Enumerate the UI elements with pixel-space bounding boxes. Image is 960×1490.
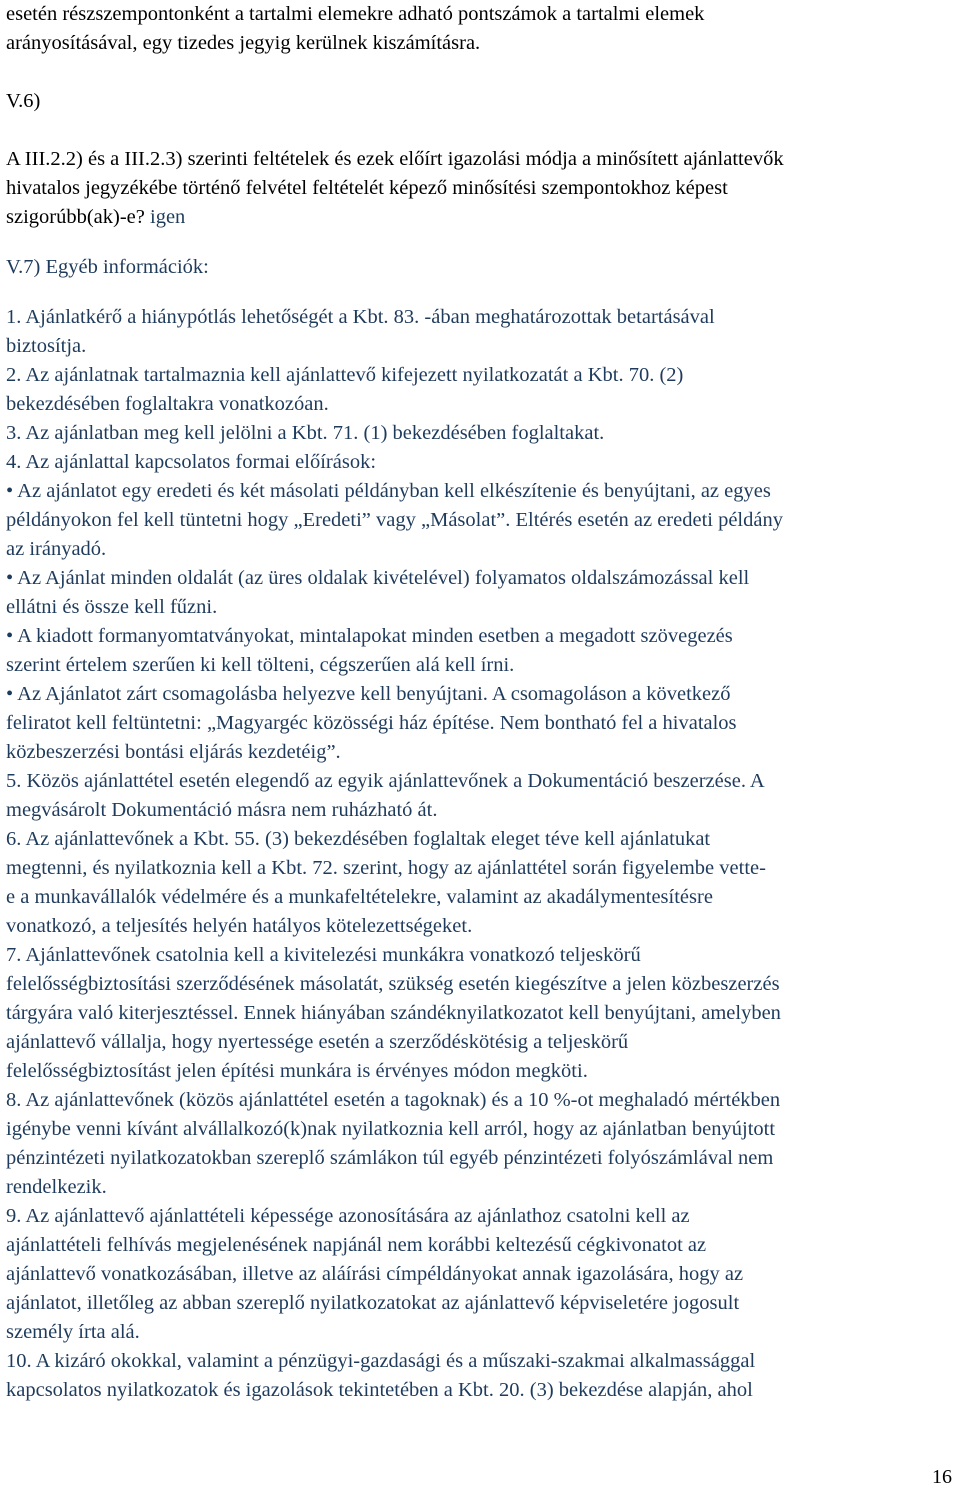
info-line: rendelkezik. — [6, 1176, 107, 1198]
info-line: • Az Ajánlat minden oldalát (az üres oldalak kivételével) folyamatos oldalszámozással kell — [6, 567, 750, 589]
info-line: 2. Az ajánlatnak tartalmaznia kell ajánlattevő kifejezett nyilatkozatát a Kbt. 70. (2) — [6, 364, 684, 386]
info-line: • Az ajánlatot egy eredeti és két másolati példányban kell elkészítenie és benyújtani, az egyes — [6, 480, 771, 502]
text-line — [6, 203, 956, 232]
info-line: megvásárolt Dokumentáció másra nem ruházható át. — [6, 799, 438, 821]
info-line: 5. Közös ajánlattétel esetén elegendő az egyik ajánlattevőnek a Dokumentáció beszerzése. A — [6, 770, 765, 792]
spacer — [6, 282, 956, 303]
info-line: ellátni és össze kell fűzni. — [6, 596, 218, 618]
text-line: hivatalos jegyzékébe történő felvétel feltételét képező minősítési szempontokhoz képest — [6, 177, 728, 199]
spacer — [6, 116, 956, 145]
info-line: feliratot kell feltüntetni: „Magyargéc közösségi ház építése. Nem bontható fel a hivatalos — [6, 712, 737, 734]
info-line: személy írta alá. — [6, 1321, 140, 1343]
info-line: 7. Ajánlattevőnek csatolnia kell a kivitelezési munkákra vonatkozó teljeskörű — [6, 944, 641, 966]
info-line: felelősségbiztosítást jelen építési munkára is érvényes módon megköti. — [6, 1060, 588, 1082]
answer-text: igen — [150, 206, 186, 228]
info-line: 3. Az ajánlatban meg kell jelölni a Kbt. 71. (1) bekezdésében foglaltakat. — [6, 422, 605, 444]
info-line: 4. Az ajánlattal kapcsolatos formai előírások: — [6, 451, 377, 473]
spacer — [6, 232, 956, 253]
section-heading-v6: V.6) — [6, 90, 41, 112]
spacer — [6, 58, 956, 87]
info-line: közbeszerzési bontási eljárás kezdetéig”. — [6, 741, 341, 763]
question-text: szigorúbb(ak)-e? — [6, 206, 151, 228]
info-line: ajánlattevő vállalja, hogy nyertessége esetén a szerződéskötésig a teljeskörű — [6, 1031, 629, 1053]
info-line: biztosítja. — [6, 335, 87, 357]
info-line: ajánlatot, illetőleg az abban szereplő nyilatkozatokat az ajánlattevő képviseletére jogosult — [6, 1292, 740, 1314]
section-heading-v7: V.7) Egyéb információk: — [6, 256, 209, 278]
text-line: A III.2.2) és a III.2.3) szerinti feltételek és ezek előírt igazolási módja a minősített ajánlattevők — [6, 148, 784, 170]
info-line: igénybe venni kívánt alvállalkozó(k)nak nyilatkoznia kell arról, hogy az ajánlatban benyújtott — [6, 1118, 776, 1140]
other-information-list — [6, 303, 956, 1405]
info-line: vonatkozó, a teljesítés helyén hatályos kötelezettségeket. — [6, 915, 473, 937]
page-number: 16 — [932, 1466, 952, 1488]
info-line: az irányadó. — [6, 538, 107, 560]
info-line: 8. Az ajánlattevőnek (közös ajánlattétel esetén a tagoknak) és a 10 %-ot meghaladó mértékben — [6, 1089, 781, 1111]
info-line: 10. A kizáró okokkal, valamint a pénzügyi-gazdasági és a műszaki-szakmai alkalmassággal — [6, 1350, 756, 1372]
text-line: arányosításával, egy tizedes jegyig kerülnek kiszámításra. — [6, 32, 481, 54]
info-line: megtenni, és nyilatkoznia kell a Kbt. 72. szerint, hogy az ajánlattétel során figyelembe vette- — [6, 857, 766, 879]
qualification-paragraph — [6, 145, 956, 232]
info-line: 1. Ajánlatkérő a hiánypótlás lehetőségét a Kbt. 83. -ában meghatározottak betartásával — [6, 306, 715, 328]
info-line: 6. Az ajánlattevőnek a Kbt. 55. (3) bekezdésében foglaltak eleget téve kell ajánlatukat — [6, 828, 711, 850]
intro-paragraph — [6, 0, 956, 58]
info-line: • A kiadott formanyomtatványokat, mintalapokat minden esetben a megadott szövegezés — [6, 625, 733, 647]
info-line: szerint értelem szerűen ki kell tölteni, cégszerűen alá kell írni. — [6, 654, 515, 676]
info-line: bekezdésében foglaltakra vonatkozóan. — [6, 393, 329, 415]
info-line: ajánlattételi felhívás megjelenésének napjánál nem korábbi keltezésű cégkivonatot az — [6, 1234, 707, 1256]
info-line: ajánlattevő vonatkozásában, illetve az aláírási címpéldányokat annak igazolására, hogy az — [6, 1263, 744, 1285]
info-line: 9. Az ajánlattevő ajánlattételi képessége azonosítására az ajánlathoz csatolni kell az — [6, 1205, 690, 1227]
info-line: pénzintézeti nyilatkozatokban szereplő számlákon túl egyéb pénzintézeti folyószámlával nem — [6, 1147, 774, 1169]
info-line: tárgyára való kiterjesztéssel. Ennek hiányában szándéknyilatkozatot kell benyújtani, amelyben — [6, 1002, 781, 1024]
info-line: e a munkavállalók védelmére és a munkafeltételekre, valamint az akadálymentesítésre — [6, 886, 713, 908]
document-page — [6, 0, 956, 1405]
info-line: felelősségbiztosítási szerződésének másolatát, szükség esetén kiegészítve a jelen közbeszerzés — [6, 973, 780, 995]
info-line: példányokon fel kell tüntetni hogy „Eredeti” vagy „Másolat”. Eltérés esetén az eredeti példány — [6, 509, 783, 531]
info-line: • Az Ajánlatot zárt csomagolásba helyezve kell benyújtani. A csomagoláson a következő — [6, 683, 731, 705]
info-line: kapcsolatos nyilatkozatok és igazolások tekintetében a Kbt. 20. (3) bekezdése alapján, ahol — [6, 1379, 753, 1401]
text-line: esetén részszempontonként a tartalmi elemekre adható pontszámok a tartalmi elemek — [6, 3, 705, 25]
